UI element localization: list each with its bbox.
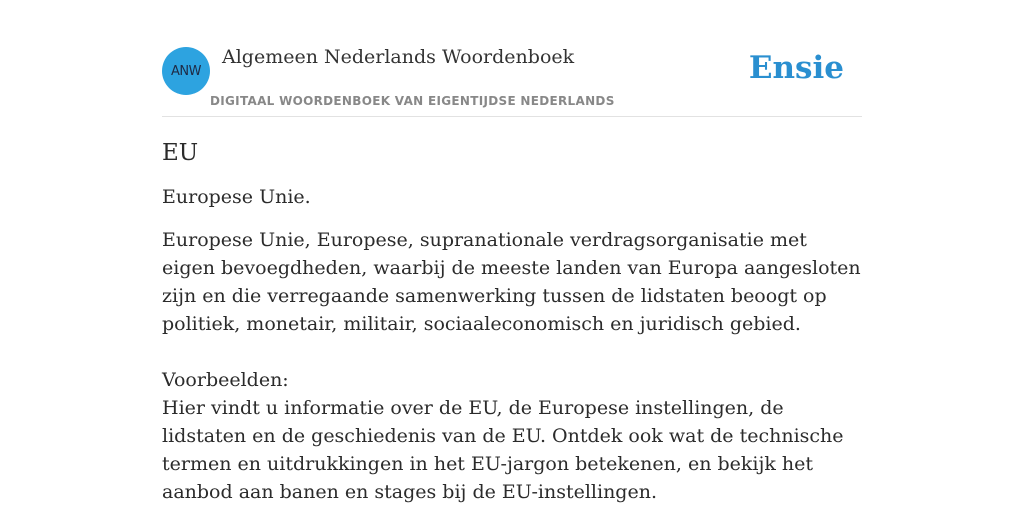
site-title[interactable]: Algemeen Nederlands Woordenboek <box>222 46 575 68</box>
definition-text: Europese Unie, Europese, supranationale verdragsorganisatie met eigen bevoegdheden, waarbij de meeste landen van Europa aangesloten zijn en die verregaande samenwerking tussen de lidstaten beoogt op politiek, monetair, militair, sociaaleconomisch en juridisch gebied. <box>162 229 861 335</box>
entry-term: EU <box>162 140 199 166</box>
example-text: Hier vindt u informatie over de EU, de Europese instellingen, de lidstaten en de geschiedenis van de EU. Ontdek ook wat de technische termen en uitdrukkingen in het EU-jargon betekenen, en bekijk het aanbod aan banen en stages bij de EU-instellingen. <box>162 397 844 503</box>
anw-logo[interactable] <box>162 47 210 95</box>
examples-label: Voorbeelden: <box>162 369 289 391</box>
short-definition: Europese Unie. <box>162 186 311 208</box>
site-header <box>162 0 862 117</box>
entry-content <box>162 140 862 506</box>
logo-text: ANW <box>171 63 201 79</box>
ensie-brand-link[interactable]: Ensie <box>748 50 844 86</box>
site-subtitle: DIGITAAL WOORDENBOEK VAN EIGENTIJDSE NEDERLANDS <box>210 94 615 108</box>
